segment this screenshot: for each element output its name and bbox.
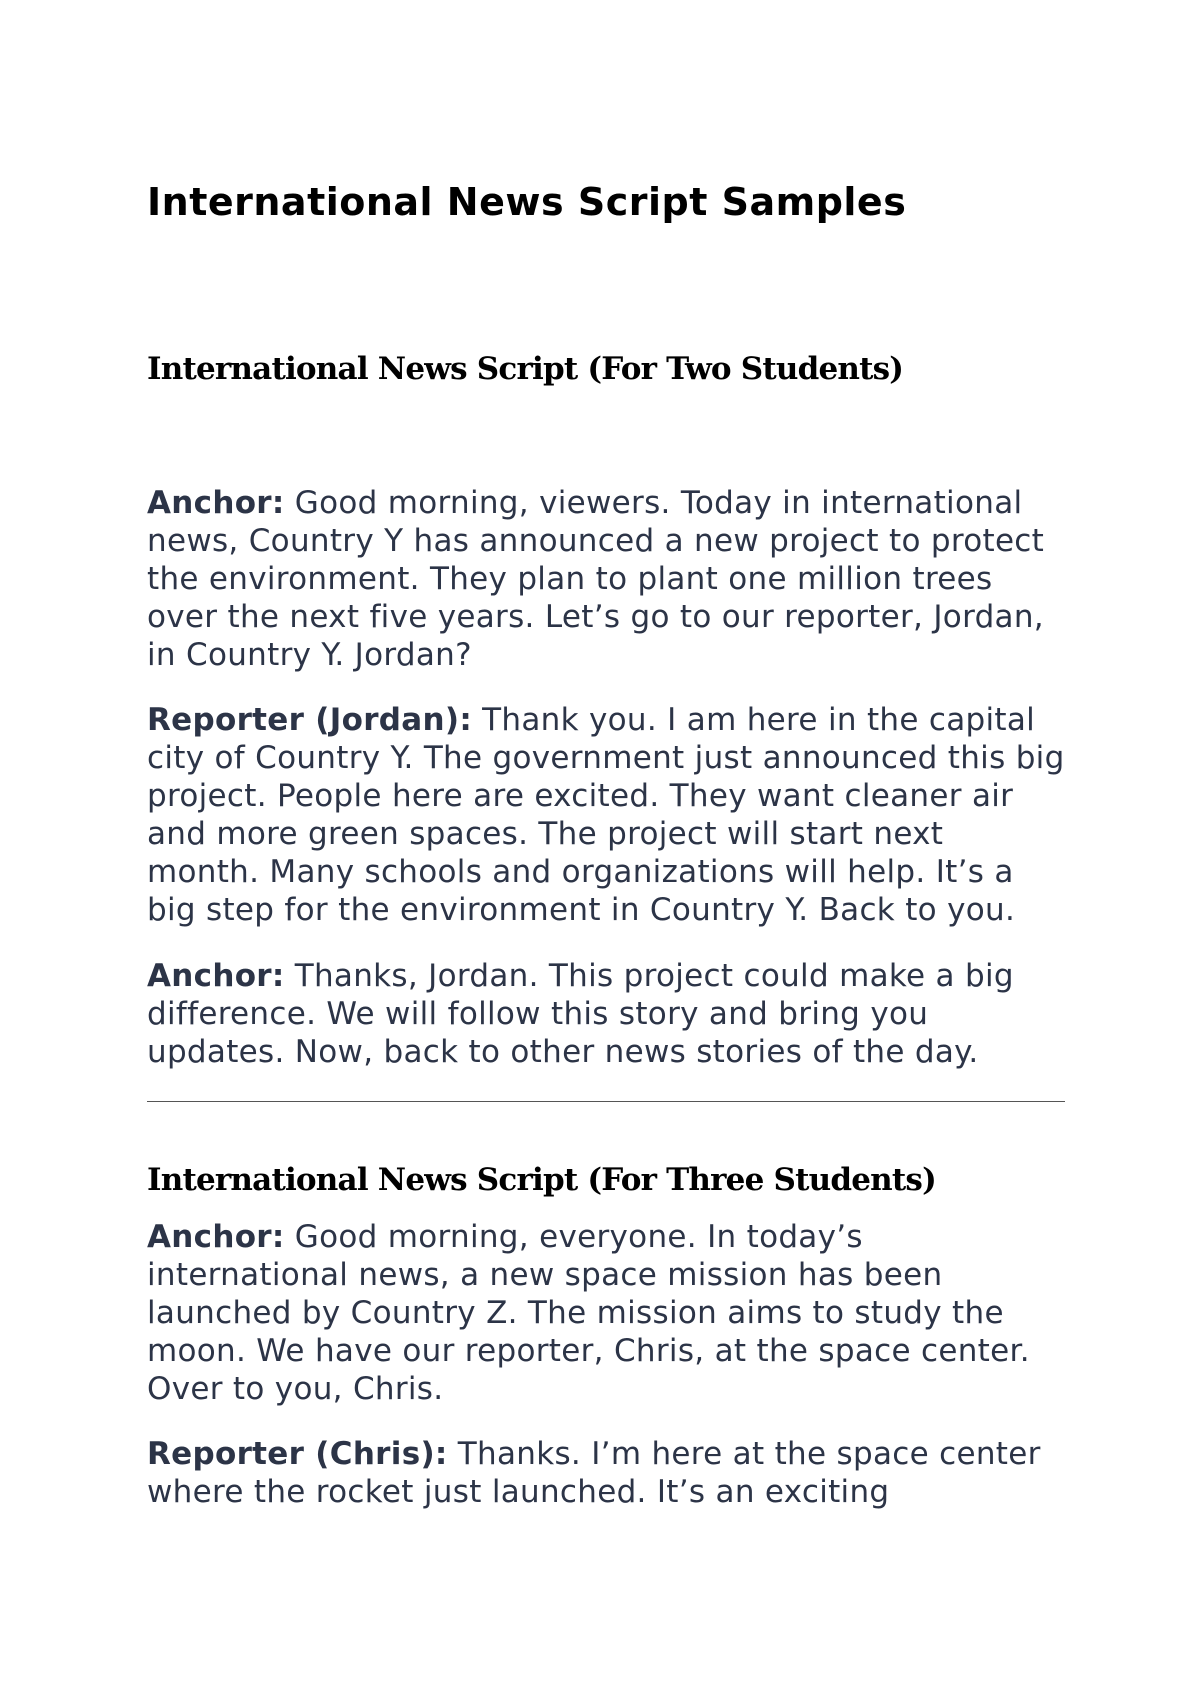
script-line-reporter xyxy=(147,1435,1065,1511)
script-line-anchor xyxy=(147,957,1065,1071)
script-line-reporter xyxy=(147,701,1065,929)
line-text: Good morning, everyone. In today’s international news, a new space mission has been launched by Country Z. The mission aims to study the moon. We have our reporter, Chris, at the space center. Over to you, Chris. xyxy=(147,1219,1030,1407)
speaker-label: Reporter (Jordan): xyxy=(147,702,473,738)
section-divider xyxy=(147,1101,1065,1102)
line-text: Thank you. I am here in the capital city of Country Y. The government just announced this big project. People here are excited. They want cleaner air and more green spaces. The project will start next month. Many schools and organizations will help. It’s a big step for the environment in Country Y. Back to you. xyxy=(147,702,1065,928)
line-text: Good morning, viewers. Today in international news, Country Y has announced a new project to protect the environment. They plan to plant one million trees over the next five years. Let’s go to our reporter, Jordan, in Country Y. Jordan? xyxy=(147,485,1045,673)
line-text: Thanks. I’m here at the space center where the rocket just launched. It’s an exciting xyxy=(147,1436,1041,1510)
speaker-label: Anchor: xyxy=(147,1219,285,1255)
speaker-label: Anchor: xyxy=(147,958,285,994)
section-heading-three-students: International News Script (For Three Students) xyxy=(147,1162,936,1198)
section-heading-two-students: International News Script (For Two Students) xyxy=(147,351,904,387)
line-text: Thanks, Jordan. This project could make a big difference. We will follow this story and bring you updates. Now, back to other news stories of the day. xyxy=(147,958,1014,1070)
speaker-label: Reporter (Chris): xyxy=(147,1436,448,1472)
script-line-anchor xyxy=(147,1218,1065,1408)
script-line-anchor xyxy=(147,484,1065,674)
document-title: International News Script Samples xyxy=(147,180,907,224)
speaker-label: Anchor: xyxy=(147,485,285,521)
